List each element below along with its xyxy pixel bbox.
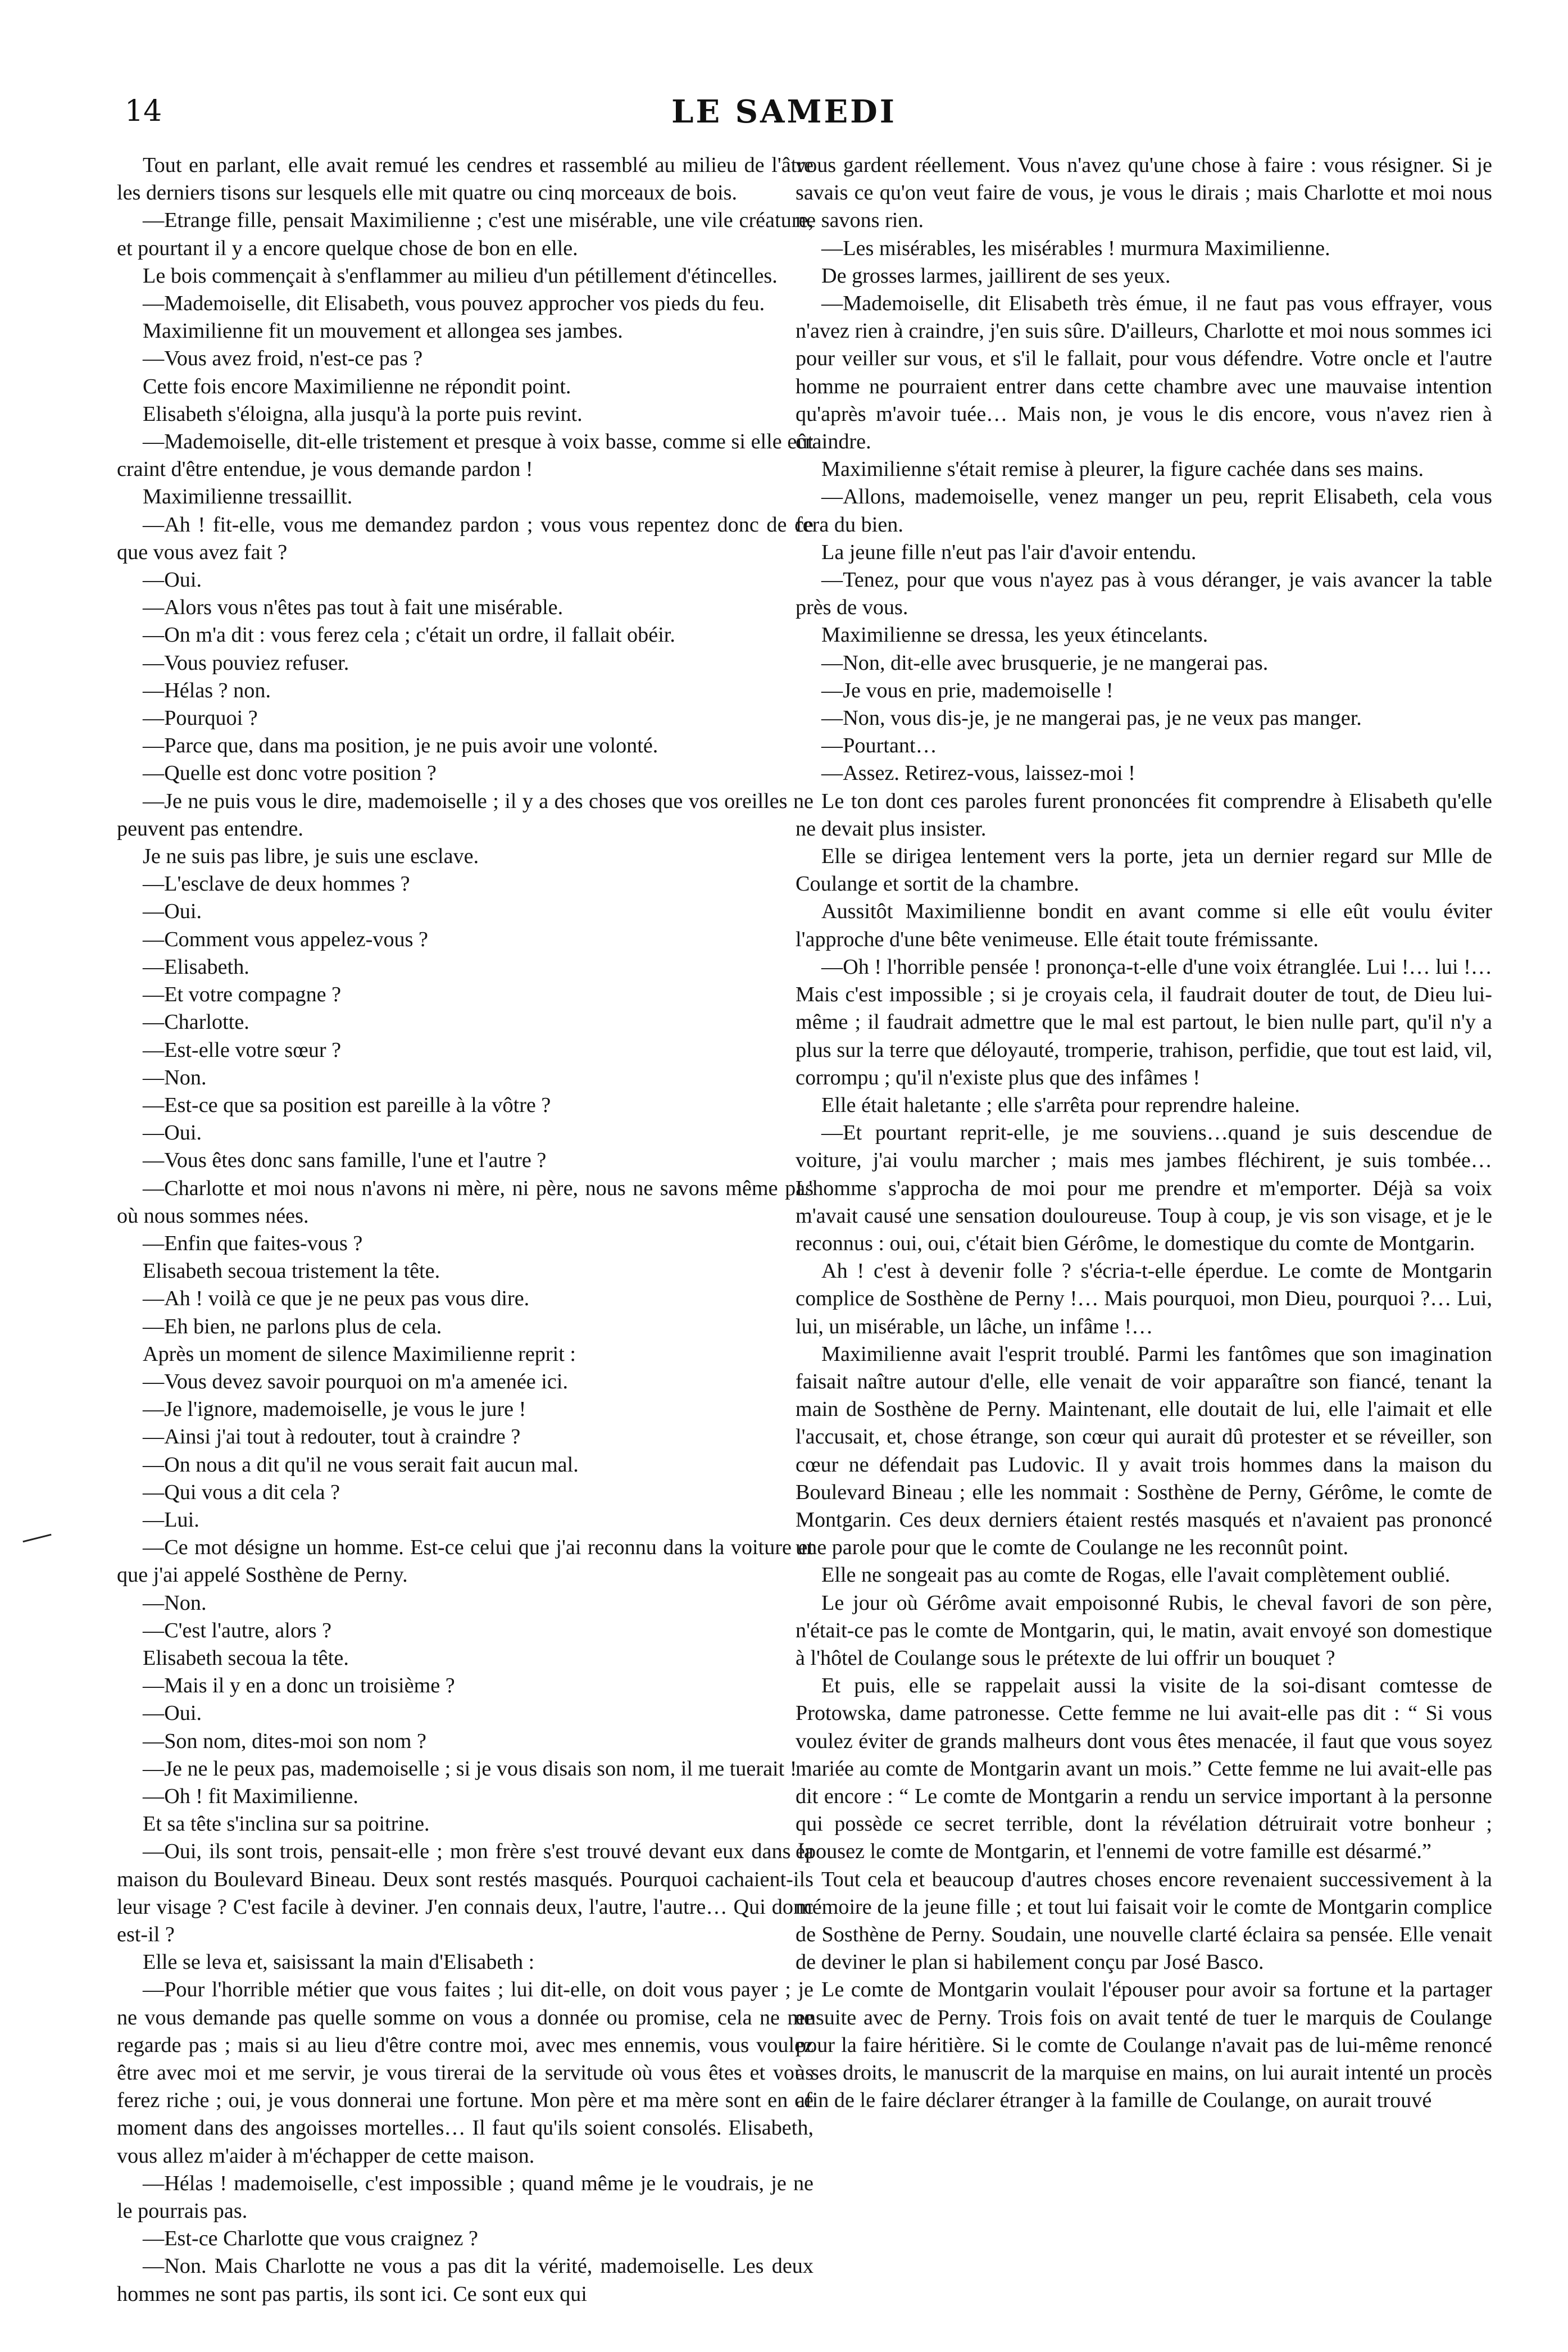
left-column bbox=[117, 152, 813, 2308]
paragraph: —Enfin que faites-vous ? bbox=[143, 1231, 363, 1255]
paragraph: —On nous a dit qu'il ne vous serait fait aucun mal. bbox=[143, 1452, 579, 1477]
paragraph: —Est-ce Charlotte que vous craignez ? bbox=[143, 2227, 478, 2251]
paragraph: Maximilienne se dressa, les yeux étincelants. bbox=[821, 623, 1208, 647]
paragraph: —Ainsi j'ai tout à redouter, tout à craindre ? bbox=[143, 1425, 521, 1449]
paragraph: Elle ne songeait pas au comte de Rogas, elle l'avait complètement oublié. bbox=[821, 1563, 1451, 1587]
paragraph: Aussitôt Maximilienne bondit en avant comme si elle eût voulu éviter l'approche d'une bête venimeuse. Elle était toute frémissante. bbox=[796, 900, 1492, 951]
paragraph: —Hélas ! mademoiselle, c'est impossible ; quand même je le voudrais, je ne le pourrais pas. bbox=[117, 2171, 813, 2223]
paragraph: —Mademoiselle, dit-elle tristement et presque à voix basse, comme si elle eût craint d'être entendue, je vous demande pardon ! bbox=[117, 430, 813, 482]
paragraph: —Elisabeth. bbox=[143, 955, 249, 979]
page-number: 14 bbox=[125, 94, 162, 128]
paragraph: —Non. bbox=[143, 1591, 207, 1615]
paragraph: Maximilienne avait l'esprit troublé. Parmi les fantômes que son imagination faisait naître autour d'elle, elle venait de voir apparaître son fiancé, tenant la main de Sosthène de Perny. Maintenant, elle doutait de lui, elle l'aimait et elle l'accusait, et, chose étrange, son cœur qui aurait dû protester et se réveiller, son cœur ne défendait pas Ludovic. Il y avait trois hommes dans la maison du Boulevard Bineau ; elle les nommait : Sosthène de Perny, Gérôme, le comte de Montgarin. Ces deux derniers étaient restés masqués et n'avaient pas prononcé une parole pour que le comte de Coulange ne les reconnût point. bbox=[796, 1342, 1492, 1560]
paragraph: Le comte de Montgarin voulait l'épouser pour avoir sa fortune et la partager ensuite avec de Perny. Trois fois on avait tenté de tuer le marquis de Coulange pour la faire héritière. Si le comte de Coulange n'avait pas de lui-même renoncé à ses droits, le manuscrit de la marquise en mains, on lui aurait intenté un procès afin de le faire déclarer étranger à la famille de Coulange, on aurait trouvé bbox=[796, 1978, 1492, 2113]
paragraph: Et puis, elle se rappelait aussi la visite de la soi-disant comtesse de Protowska, dame patronesse. Cette femme ne lui avait-elle pas dit : “ Si vous voulez éviter de grands malheurs dont vous êtes menacée, il faut que vous soyez mariée au comte de Montgarin avant un mois.” Cette femme ne lui avait-elle pas dit encore : “ Le comte de Montgarin a rendu un service important à la personne qui possède ce secret terrible, dont la révélation détruirait votre bonheur ; épousez le comte de Montgarin, et l'ennemi de votre famille est désarmé.” bbox=[796, 1674, 1492, 1864]
paragraph: Le ton dont ces paroles furent prononcées fit comprendre à Elisabeth qu'elle ne devait plus insister. bbox=[796, 789, 1492, 841]
paragraph: Maximilienne fit un mouvement et allongea ses jambes. bbox=[143, 319, 623, 343]
paragraph: —Oui. bbox=[143, 568, 202, 592]
paragraph: —Charlotte et moi nous n'avons ni mère, ni père, nous ne savons même pas où nous sommes nées. bbox=[117, 1176, 813, 1228]
paragraph: —C'est l'autre, alors ? bbox=[143, 1618, 332, 1642]
paragraph: —Non, dit-elle avec brusquerie, je ne mangerai pas. bbox=[821, 651, 1269, 675]
paragraph: —Je l'ignore, mademoiselle, je vous le jure ! bbox=[143, 1397, 526, 1422]
paragraph: Maximilienne s'était remise à pleurer, la figure cachée dans ses mains. bbox=[821, 457, 1424, 482]
paragraph: Et sa tête s'inclina sur sa poitrine. bbox=[143, 1812, 430, 1836]
paragraph: —Son nom, dites-moi son nom ? bbox=[143, 1729, 426, 1753]
paragraph: —Oui. bbox=[143, 1121, 202, 1145]
paragraph: —Hélas ? non. bbox=[143, 678, 271, 702]
paragraph: —Oui. bbox=[143, 900, 202, 924]
paragraph: —Ce mot désigne un homme. Est-ce celui que j'ai reconnu dans la voiture et que j'ai appelé Sosthène de Perny. bbox=[117, 1536, 813, 1587]
paragraph: —Quelle est donc votre position ? bbox=[143, 761, 437, 785]
paragraph: —Etrange fille, pensait Maximilienne ; c'est une misérable, une vile créature, et pourtant il y a encore quelque chose de bon en elle. bbox=[117, 208, 813, 260]
paragraph: Je ne suis pas libre, je suis une esclave. bbox=[143, 844, 479, 869]
paragraph: vous gardent réellement. Vous n'avez qu'une chose à faire : vous résigner. Si je savais ce qu'on veut faire de vous, je vous le dirais ; mais Charlotte et moi nous ne savons rien. bbox=[796, 153, 1492, 233]
paragraph: —Oh ! l'horrible pensée ! prononça-t-elle d'une voix étranglée. Lui !… lui !… Mais c'est impossible ; si je croyais cela, il faudrait douter de tout, de Dieu lui-même ; il faudrait admettre que le mal est partout, le bien nulle part, qu'il n'y a plus sur la terre que déloyauté, tromperie, trahison, perfidie, que tout est laid, vil, corrompu ; qu'il n'existe plus que des infâmes ! bbox=[796, 955, 1492, 1089]
paragraph: —Pourquoi ? bbox=[143, 706, 258, 730]
paragraph: —Qui vous a dit cela ? bbox=[143, 1480, 340, 1504]
margin-mark bbox=[22, 1534, 51, 1542]
paragraph: —Eh bien, ne parlons plus de cela. bbox=[143, 1314, 442, 1338]
paragraph: Elisabeth secoua tristement la tête. bbox=[143, 1259, 440, 1283]
paragraph: —Pour l'horrible métier que vous faites ; lui dit-elle, on doit vous payer ; je ne vous demande pas quelle somme on vous a donnée ou promise, cela ne me regarde pas ; mais si au lieu d'être contre moi, avec mes ennemis, vous voulez être avec moi et me servir, je vous tirerai de la servitude où vous êtes et vous ferez riche ; oui, je vous donnerai une fortune. Mon père et ma mère sont en ce moment dans des angoisses mortelles… Il faut qu'ils soient consolés. Elisabeth, vous allez m'aider à m'échapper de cette maison. bbox=[117, 1978, 813, 2168]
paragraph: La jeune fille n'eut pas l'air d'avoir entendu. bbox=[821, 540, 1197, 564]
paragraph: —Est-ce que sa position est pareille à la vôtre ? bbox=[143, 1093, 551, 1117]
paragraph: Le bois commençait à s'enflammer au milieu d'un pétillement d'étincelles. bbox=[143, 264, 778, 288]
paragraph: —Oh ! fit Maximilienne. bbox=[143, 1784, 358, 1808]
paragraph: —Allons, mademoiselle, venez manger un peu, reprit Elisabeth, cela vous fera du bien. bbox=[796, 485, 1492, 537]
paragraph: Maximilienne tressaillit. bbox=[143, 485, 353, 509]
paragraph: De grosses larmes, jaillirent de ses yeux. bbox=[821, 264, 1171, 288]
paragraph: —Ah ! fit-elle, vous me demandez pardon ; vous vous repentez donc de ce que vous avez fait ? bbox=[117, 512, 813, 564]
paragraph: —Je vous en prie, mademoiselle ! bbox=[821, 678, 1113, 702]
paragraph: —Vous avez froid, n'est-ce pas ? bbox=[143, 347, 423, 371]
paragraph: —L'esclave de deux hommes ? bbox=[143, 872, 410, 896]
paragraph: —Vous êtes donc sans famille, l'une et l'autre ? bbox=[143, 1148, 547, 1173]
paragraph: Elisabeth secoua la tête. bbox=[143, 1646, 349, 1670]
paragraph: —Comment vous appelez-vous ? bbox=[143, 927, 428, 951]
paragraph: —Vous pouviez refuser. bbox=[143, 651, 349, 675]
paragraph: —Lui. bbox=[143, 1508, 199, 1532]
paragraph: Tout cela et beaucoup d'autres choses encore revenaient successivement à la mémoire de la jeune fille ; et tout lui faisait voir le comte de Montgarin complice de Sosthène de Perny. Soudain, une nouvelle clarté éclaira sa pensée. Elle venait de deviner le plan si habilement conçu par José Basco. bbox=[796, 1867, 1492, 1974]
paragraph: —Non, vous dis-je, je ne mangerai pas, je ne veux pas manger. bbox=[821, 706, 1362, 730]
paragraph: —Est-elle votre sœur ? bbox=[143, 1038, 342, 1062]
paragraph: —Je ne le peux pas, mademoiselle ; si je vous disais son nom, il me tuerait ! bbox=[143, 1756, 797, 1781]
paragraph: —Charlotte. bbox=[143, 1010, 249, 1034]
paragraph: Tout en parlant, elle avait remué les cendres et rassemblé au milieu de l'âtre les derniers tisons sur lesquels elle mit quatre ou cinq morceaux de bois. bbox=[117, 153, 813, 205]
paragraph: —Oui. bbox=[143, 1701, 202, 1726]
paragraph: —Non. Mais Charlotte ne vous a pas dit la vérité, mademoiselle. Les deux hommes ne sont pas partis, ils sont ici. Ce sont eux qui bbox=[117, 2254, 813, 2306]
paragraph: —Oui, ils sont trois, pensait-elle ; mon frère s'est trouvé devant eux dans la maison du Boulevard Bineau. Deux sont restés masqués. Pourquoi cachaient-ils leur visage ? C'est facile à deviner. J'en connais deux, l'autre, l'autre… Qui donc est-il ? bbox=[117, 1840, 813, 1946]
paragraph: —Je ne puis vous le dire, mademoiselle ; il y a des choses que vos oreilles ne peuvent pas entendre. bbox=[117, 789, 813, 841]
paragraph: —Vous devez savoir pourquoi on m'a amenée ici. bbox=[143, 1369, 568, 1393]
paragraph: Cette fois encore Maximilienne ne répondit point. bbox=[143, 374, 571, 398]
paragraph: Après un moment de silence Maximilienne reprit : bbox=[143, 1342, 576, 1366]
paragraph: Elisabeth s'éloigna, alla jusqu'à la porte puis revint. bbox=[143, 402, 583, 426]
paragraph: —Ah ! voilà ce que je ne peux pas vous dire. bbox=[143, 1287, 530, 1311]
paragraph: Elle se dirigea lentement vers la porte, jeta un dernier regard sur Mlle de Coulange et sortit de la chambre. bbox=[796, 844, 1492, 896]
paragraph: Elle était haletante ; elle s'arrêta pour reprendre haleine. bbox=[821, 1093, 1300, 1117]
paragraph: —Assez. Retirez-vous, laissez-moi ! bbox=[821, 761, 1135, 785]
right-column bbox=[796, 152, 1492, 2114]
paragraph: —Et votre compagne ? bbox=[143, 983, 342, 1007]
paragraph: —Mademoiselle, dit Elisabeth, vous pouvez approcher vos pieds du feu. bbox=[143, 292, 765, 316]
paragraph: —Mademoiselle, dit Elisabeth très émue, il ne faut pas vous effrayer, vous n'avez rien à craindre, j'en suis sûre. D'ailleurs, Charlotte et moi nous sommes ici pour veiller sur vous, et s'il le fallait, pour vous défendre. Votre oncle et l'autre homme ne pourraient entrer dans cette chambre avec une mauvaise intention qu'après m'avoir tuée… Mais non, je vous le dis encore, vous n'avez rien à craindre. bbox=[796, 292, 1492, 454]
paragraph: —Et pourtant reprit-elle, je me souviens…quand je suis descendue de voiture, j'ai voulu marcher ; mais mes jambes fléchirent, je suis tombée… L'homme s'approcha de moi pour me prendre et m'emporter. Déjà sa voix m'avait causé une sensation douloureuse. Toup à coup, je vis son visage, et je le reconnus : oui, oui, c'était bien Gérôme, le domestique du comte de Montgarin. bbox=[796, 1121, 1492, 1255]
paragraph: Le jour où Gérôme avait empoisonné Rubis, le cheval favori de son père, n'était-ce pas le comte de Montgarin, qui, le matin, avait envoyé son domestique à l'hôtel de Coulange sous le prétexte de lui offrir un bouquet ? bbox=[796, 1591, 1492, 1670]
paragraph: Elle se leva et, saisissant la main d'Elisabeth : bbox=[143, 1950, 535, 1974]
paragraph: —Parce que, dans ma position, je ne puis avoir une volonté. bbox=[143, 734, 658, 758]
paragraph: —On m'a dit : vous ferez cela ; c'était un ordre, il fallait obéir. bbox=[143, 623, 675, 647]
paragraph: Ah ! c'est à devenir folle ? s'écria-t-elle éperdue. Le comte de Montgarin complice de Sosthène de Perny !… Mais pourquoi, mon Dieu, pourquoi ?… Lui, lui, un misérable, un lâche, un infâme !… bbox=[796, 1259, 1492, 1338]
paragraph: —Mais il y en a donc un troisième ? bbox=[143, 1674, 455, 1698]
paragraph: —Les misérables, les misérables ! murmura Maximilienne. bbox=[821, 236, 1330, 260]
paragraph: —Pourtant… bbox=[821, 734, 937, 758]
page-title: LE SAMEDI bbox=[671, 93, 897, 130]
paragraph: —Non. bbox=[143, 1065, 207, 1089]
paragraph: —Alors vous n'êtes pas tout à fait une misérable. bbox=[143, 596, 563, 620]
paragraph: —Tenez, pour que vous n'ayez pas à vous déranger, je vais avancer la table près de vous. bbox=[796, 568, 1492, 620]
